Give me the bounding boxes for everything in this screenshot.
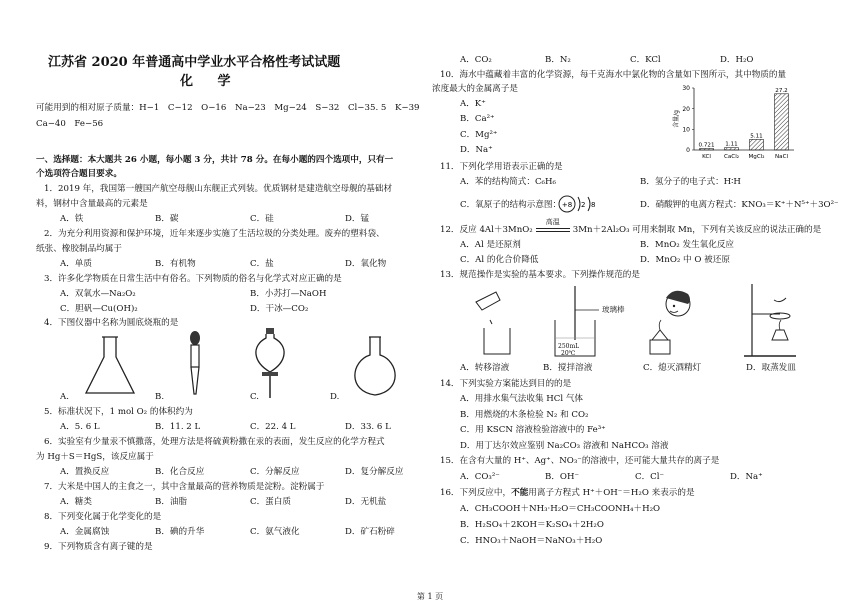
q15-option-b[interactable]: B．OH⁻ <box>545 472 579 482</box>
q4-option-d[interactable]: D. <box>330 392 340 402</box>
q3-option-d[interactable]: D．干冰—CO₂ <box>250 304 309 314</box>
q1-option-b[interactable]: B．碳 <box>155 214 179 224</box>
q16-stem-pre: 16．下列反应中， <box>440 488 512 498</box>
q11-stem: 11．下列化学用语表示正确的是 <box>440 162 563 172</box>
q12-reactants: 12．反应 4Al＋3MnO₂ <box>440 225 533 235</box>
q8-option-c[interactable]: C．氨气液化 <box>250 527 300 537</box>
atomic-masses-line2: Ca−40 Fe−56 <box>36 119 104 129</box>
q3-stem: 3．许多化学物质在日常生活中有俗名。下列物质的俗名与化学式对应正确的是 <box>44 274 342 284</box>
bar-0 <box>700 149 714 150</box>
category-label: CaCl₂ <box>723 154 740 160</box>
q13-option-a[interactable]: A．转移溶液 <box>460 363 510 373</box>
section1-heading-line1: 一、选择题：本大题共 26 小题，每小题 3 分，共计 78 分。在每小题的四个选项中，只有一 <box>36 155 394 165</box>
y-tick-label: 10 <box>682 126 690 134</box>
q15-option-a[interactable]: A．CO₃²⁻ <box>460 472 500 482</box>
q9-option-c[interactable]: C．KCl <box>630 55 661 65</box>
q7-option-b[interactable]: B．油脂 <box>155 497 188 507</box>
q13-option-d[interactable]: D．取蒸发皿 <box>746 363 796 373</box>
atomic-masses-line1: 可能用到的相对原子质量：H−1 C−12 O−16 Na−23 Mg−24 S−32 Cl−35. 5 K−39 <box>36 103 420 113</box>
extinguish-lamp-icon <box>640 286 710 360</box>
q2-stem-line2: 纸张、橡胶制品均属于 <box>36 244 122 254</box>
flask-volume-label: 250mL <box>558 343 580 350</box>
category-label: KCl <box>702 154 711 160</box>
page-number: 第 1 页 <box>416 592 444 601</box>
y-tick-label: 30 <box>682 85 690 93</box>
q6-option-c[interactable]: C．分解反应 <box>250 467 300 477</box>
q16-option-b[interactable]: B．H₂SO₄＋2KOH＝K₂SO₄＋2H₂O <box>460 520 604 530</box>
category-label: MgCl₂ <box>748 154 765 160</box>
q3-option-c[interactable]: C．胆矾—Cu(OH)₂ <box>60 304 138 314</box>
q10-option-d[interactable]: D．Na⁺ <box>460 145 493 155</box>
section1-heading-line2: 个选项符合题目要求。 <box>36 169 122 179</box>
q10-option-c[interactable]: C．Mg²⁺ <box>460 130 498 140</box>
q3-option-b[interactable]: B．小苏打—NaOH <box>250 289 327 299</box>
bar-value-label: 5.11 <box>750 133 763 140</box>
q6-option-b[interactable]: B．化合反应 <box>155 467 205 477</box>
q16-stem <box>440 488 695 499</box>
q13-option-c[interactable]: C．熄灭酒精灯 <box>643 363 702 373</box>
q3-option-a[interactable]: A．双氧水—Na₂O₂ <box>60 289 136 299</box>
q7-option-d[interactable]: D．无机盐 <box>345 497 387 507</box>
q7-stem: 7．大米是中国人的主食之一，其中含量最高的营养物质是淀粉。淀粉属于 <box>44 482 325 492</box>
q16-stem-post: 用离子方程式 H⁺＋OH⁻＝H₂O 来表示的是 <box>528 488 695 498</box>
y-tick-label: 20 <box>682 105 690 113</box>
bar-3 <box>775 94 789 150</box>
bar-value-label: 0.721 <box>698 142 715 149</box>
q11-option-a[interactable]: A．苯的结构简式：C₆H₆ <box>460 177 556 187</box>
bar-2 <box>750 139 764 150</box>
glass-rod-label: 玻璃棒 <box>602 305 625 314</box>
bar-value-label: 1.11 <box>725 141 738 148</box>
q8-option-b[interactable]: B．碘的升华 <box>155 527 205 537</box>
flask-temp-label: 20℃ <box>561 350 576 357</box>
q10-option-b[interactable]: B．Ca²⁺ <box>460 114 495 124</box>
q12-arrow <box>533 218 573 236</box>
q7-option-a[interactable]: A．糖类 <box>60 497 92 507</box>
q4-stem: 4．下图仪器中名称为圆底烧瓶的是 <box>44 318 179 328</box>
q12-stem <box>440 218 822 236</box>
q14-option-d[interactable]: D．用丁达尔效应鉴别 Na₂CO₃ 溶液和 NaHCO₃ 溶液 <box>460 441 669 451</box>
y-tick-label: 0 <box>686 147 690 155</box>
q5-option-d[interactable]: D．33. 6 L <box>345 422 391 432</box>
exam-title: 江苏省 2020 年普通高中学业水平合格性考试试题 <box>48 55 341 70</box>
y-axis-label: 含量/g <box>673 110 680 128</box>
q1-option-a[interactable]: A．铁 <box>60 214 84 224</box>
separatory-funnel-icon <box>245 328 295 400</box>
q1-option-d[interactable]: D．锰 <box>345 214 370 224</box>
q4-option-a[interactable]: A. <box>60 392 69 402</box>
q12-option-d[interactable]: D．MnO₂ 中 O 被还原 <box>640 255 730 265</box>
q8-option-d[interactable]: D．矿石粉碎 <box>345 527 395 537</box>
q2-option-c[interactable]: C．盐 <box>250 259 274 269</box>
q5-option-b[interactable]: B．11. 2 L <box>155 422 201 432</box>
q2-option-d[interactable]: D．氧化物 <box>345 259 387 269</box>
q5-stem: 5．标准状况下，1 mol O₂ 的体积约为 <box>44 407 193 417</box>
round-bottom-flask-icon <box>345 335 405 397</box>
q16-stem-emphasis: 不能 <box>511 488 529 498</box>
q14-option-b[interactable]: B．用燃烧的木条检验 N₂ 和 CO₂ <box>460 410 589 420</box>
q16-option-c[interactable]: C．HNO₃＋NaOH＝NaNO₃＋H₂O <box>460 536 603 546</box>
q4-option-b[interactable]: B. <box>155 392 165 402</box>
category-label: NaCl <box>774 154 789 160</box>
subject-title: 化 学 <box>180 74 241 89</box>
q7-option-c[interactable]: C．蛋白质 <box>250 497 291 507</box>
q10-stem-line2: 浓度最大的金属离子是 <box>432 84 518 94</box>
q11-option-d[interactable]: D．硝酸钾的电离方程式：KNO₃＝K⁺＋N⁵⁺＋3O²⁻ <box>640 200 839 210</box>
q12-products: 3Mn＋2Al₂O₃ 可用来制取 Mn，下列有关该反应的说法正确的是 <box>572 225 822 235</box>
q1-stem-line2: 料，钢材中含量最高的元素是 <box>36 199 148 209</box>
q15-option-d[interactable]: D．Na⁺ <box>730 472 763 482</box>
q1-option-c[interactable]: C．硅 <box>250 214 274 224</box>
bar-1 <box>725 148 739 150</box>
svg-text:+8: +8 <box>561 201 573 209</box>
q5-option-a[interactable]: A．5. 6 L <box>60 422 100 432</box>
q9-option-a[interactable]: A．CO₂ <box>460 55 492 65</box>
q9-option-b[interactable]: B．N₂ <box>545 55 571 65</box>
q6-option-d[interactable]: D．复分解反应 <box>345 467 404 477</box>
q6-stem-line2: 为 Hg＋S＝HgS，该反应属于 <box>36 452 154 462</box>
q11-option-b[interactable]: B．氢分子的电子式：H∶H <box>640 177 741 187</box>
q6-stem-line1: 6．实验室有少量汞不慎撒落，处理方法是将硫黄粉撒在汞的表面，发生反应的化学方程式 <box>44 437 385 447</box>
q13-stem: 13．规范操作是实验的基本要求。下列操作规范的是 <box>440 270 640 280</box>
q6-option-a[interactable]: A．置换反应 <box>60 467 110 477</box>
chloride-content-chart <box>672 84 802 164</box>
q2-stem-line1: 2．为充分利用资源和保护环境，近年来逐步实施了生活垃圾的分类处理。废弃的塑料袋、 <box>44 229 385 239</box>
svg-text:8: 8 <box>591 201 596 209</box>
q12-option-a[interactable]: A．Al 是还原剂 <box>460 240 521 250</box>
evaporating-dish-icon <box>740 284 800 360</box>
bar-value-label: 27.2 <box>775 87 788 94</box>
q8-stem: 8．下列变化属于化学变化的是 <box>44 512 162 522</box>
q9-stem: 9．下列物质含有离子键的是 <box>44 542 153 552</box>
q2-option-a[interactable]: A．单质 <box>60 259 92 269</box>
q15-stem: 15．在含有大量的 H⁺、Ag⁺、NO₃⁻的溶液中，还可能大量共存的离子是 <box>440 456 720 466</box>
q8-option-a[interactable]: A．金属腐蚀 <box>60 527 110 537</box>
q16-option-a[interactable]: A．CH₃COOH＋NH₃·H₂O＝CH₃COONH₄＋H₂O <box>460 504 661 514</box>
q5-option-c[interactable]: C．22. 4 L <box>250 422 296 432</box>
q4-option-c[interactable]: C. <box>250 392 260 402</box>
dropper-icon <box>180 330 210 398</box>
q15-option-c[interactable]: C．Cl⁻ <box>635 472 665 482</box>
transfer-solution-icon <box>470 288 520 358</box>
q9-option-d[interactable]: D．H₂O <box>720 55 754 65</box>
q10-stem-line1: 10．海水中蕴藏着丰富的化学资源，每千克海水中氯化物的含量如下图所示，其中物质的量 <box>440 70 787 80</box>
q12-condition: 高温 <box>545 218 560 226</box>
q14-option-a[interactable]: A．用排水集气法收集 HCl 气体 <box>460 394 584 404</box>
q13-option-b[interactable]: B．搅拌溶液 <box>543 363 593 373</box>
q10-option-a[interactable]: A．K⁺ <box>460 99 486 109</box>
q12-option-b[interactable]: B．MnO₂ 发生氧化反应 <box>640 240 735 250</box>
oxygen-atom-diagram-icon <box>557 194 603 214</box>
q14-option-c[interactable]: C．用 KSCN 溶液检验溶液中的 Fe³⁺ <box>460 425 606 435</box>
q14-stem: 14．下列实验方案能达到目的的是 <box>440 379 572 389</box>
svg-text:2: 2 <box>581 201 586 209</box>
q12-option-c[interactable]: C．Al 的化合价降低 <box>460 255 539 265</box>
q1-stem-line1: 1．2019 年，我国第一艘国产航空母舰山东舰正式列装。优质钢材是建造航空母舰的基础材 <box>44 184 393 194</box>
q11-option-c[interactable]: C．氧原子的结构示意图： <box>460 200 562 210</box>
q2-option-b[interactable]: B．有机物 <box>155 259 196 269</box>
erlenmeyer-flask-icon <box>80 335 140 397</box>
